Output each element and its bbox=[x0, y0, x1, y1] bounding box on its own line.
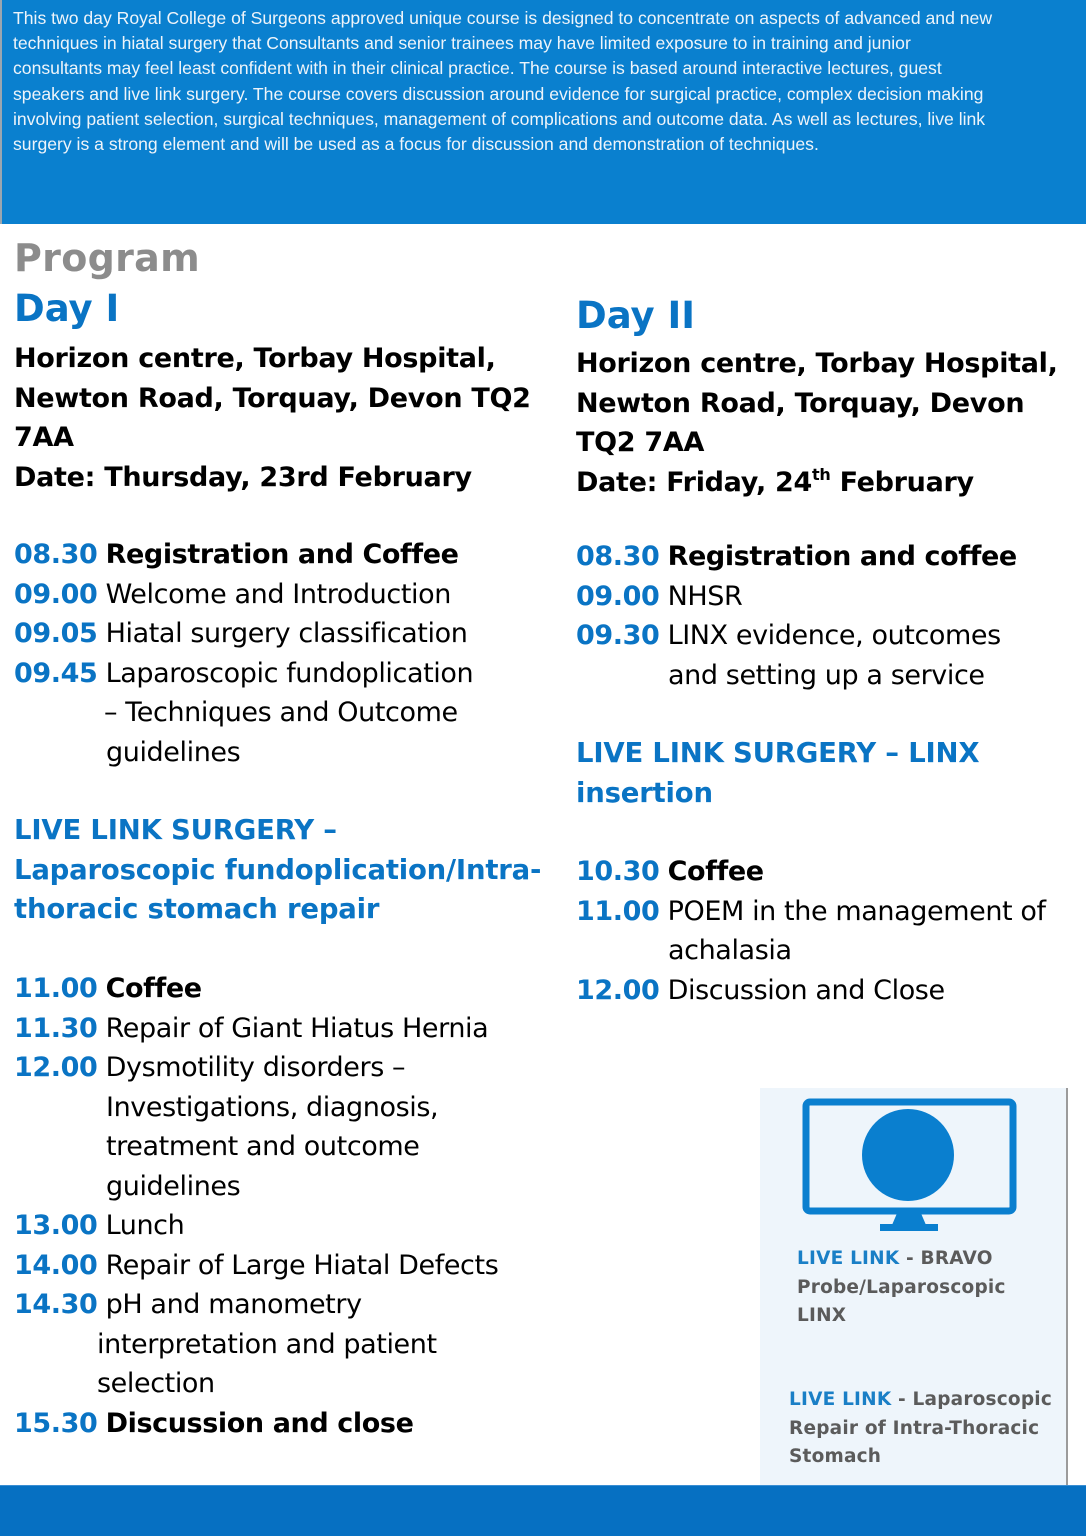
day1-address-line: Horizon centre, Torbay Hospital, bbox=[14, 343, 496, 374]
day1-address-line: Newton Road, Torquay, Devon TQ2 bbox=[14, 382, 531, 414]
monitor-icon bbox=[802, 1098, 1020, 1234]
live-link-card bbox=[760, 1088, 1068, 1485]
schedule-item: 13.00 Lunch bbox=[14, 1210, 185, 1241]
day1-date: Date: Thursday, 23rd February bbox=[14, 461, 472, 493]
day1-address bbox=[14, 339, 531, 497]
schedule-item: 14.00 Repair of Large Hiatal Defects bbox=[14, 1249, 499, 1281]
schedule-item: 12.00 Discussion and Close bbox=[576, 974, 945, 1006]
schedule-item: 11.00 Coffee bbox=[14, 973, 202, 1004]
intro-banner bbox=[0, 0, 1086, 224]
program-title: Program bbox=[14, 236, 200, 280]
day2-address-line: Newton Road, Torquay, Devon bbox=[576, 387, 1025, 419]
day2-morning-schedule bbox=[576, 537, 1086, 695]
day1-address-line: 7AA bbox=[14, 422, 74, 453]
schedule-item: 12.00 Dysmotility disorders – Investigations, diagnosis, treatment and outcome guidelines bbox=[14, 1052, 439, 1202]
day1-morning-schedule bbox=[14, 535, 554, 772]
schedule-item: 10.30 Coffee bbox=[576, 856, 764, 887]
schedule-item: 14.30 pH and manometry interpretation and patient selection bbox=[14, 1289, 437, 1399]
day1-live-link-heading: LIVE LINK SURGERY – Laparoscopic fundoplication/Intra- thoracic stomach repair bbox=[14, 814, 542, 925]
schedule-item: 08.30 Registration and Coffee bbox=[14, 539, 459, 570]
schedule-item: 11.00 POEM in the management of achalasia bbox=[576, 895, 1046, 966]
day1-afternoon-schedule bbox=[14, 969, 554, 1443]
schedule-item: 09.05 Hiatal surgery classification bbox=[14, 618, 468, 649]
day2-date: Date: Friday, 24th February bbox=[576, 464, 974, 498]
schedule-item: 08.30 Registration and coffee bbox=[576, 541, 1017, 572]
day1-title: Day I bbox=[14, 287, 120, 330]
schedule-item: 11.30 Repair of Giant Hiatus Hernia bbox=[14, 1012, 489, 1044]
footer-band bbox=[0, 1485, 1086, 1536]
live-link-repair-caption: LIVE LINK - Laparoscopic Repair of Intra-Thoracic Stomach bbox=[789, 1389, 1052, 1467]
day2-live-link-heading: LIVE LINK SURGERY – LINX insertion bbox=[576, 737, 980, 809]
day2-later-schedule bbox=[576, 852, 1086, 1010]
day2-address bbox=[576, 344, 1058, 502]
intro-text: This two day Royal College of Surgeons approved unique course is designed to concentrate on aspects of advanced and new techniques in hiatal surgery that Consultants and senior trainees may have limited exposure to in training and junior consultants may feel least confident with in their clinical practice. The course is based around interactive lectures, guest speakers and live link surgery. The course covers discussion around evidence for surgical practice, complex decision making involving patient selection, surgical techniques, management of complications and outcome data. As well as lectures, live link surgery is a strong element and will be used as a focus for discussion and demonstration of techniques. bbox=[13, 8, 993, 155]
schedule-item: 09.00 Welcome and Introduction bbox=[14, 578, 451, 610]
schedule-item: 09.45 Laparoscopic fundoplication – Techniques and Outcome guidelines bbox=[14, 657, 474, 768]
schedule-item: 09.30 LINX evidence, outcomes and setting up a service bbox=[576, 620, 1001, 691]
live-link-bravo-caption: LIVE LINK - BRAVO Probe/Laparoscopic LINX bbox=[797, 1248, 1006, 1326]
schedule-item: 15.30 Discussion and close bbox=[14, 1407, 414, 1439]
day2-title: Day II bbox=[576, 294, 696, 337]
schedule-item: 09.00 NHSR bbox=[576, 580, 743, 612]
day2-address-line: TQ2 7AA bbox=[576, 427, 705, 458]
day2-address-line: Horizon centre, Torbay Hospital, bbox=[576, 348, 1058, 379]
